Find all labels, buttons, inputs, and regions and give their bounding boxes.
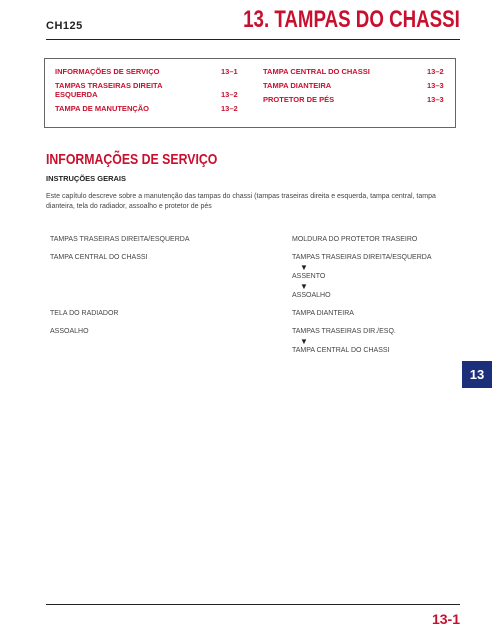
order-item-left: ASSOALHO	[50, 328, 89, 335]
footer-rule	[46, 604, 460, 605]
toc-item-label[interactable]: INFORMAÇÕES DE SERVIÇO	[55, 67, 160, 76]
section-subheading: INSTRUÇÕES GERAIS	[46, 174, 127, 183]
chapter-title: 13. TAMPAS DO CHASSI	[243, 6, 460, 33]
order-item-right: TAMPA CENTRAL DO CHASSI	[292, 347, 390, 354]
page-number: 13-1	[431, 611, 460, 627]
order-item-right: ASSOALHO	[292, 292, 331, 299]
order-item-left: TELA DO RADIADOR	[50, 310, 119, 317]
toc-item-page: 13–3	[427, 81, 444, 90]
toc-item-label[interactable]: TAMPA DE MANUTENÇÃO	[55, 104, 150, 113]
toc-item-label[interactable]: PROTETOR DE PÉS	[263, 95, 335, 104]
toc-item-page: 13–1	[221, 67, 238, 76]
order-item-left: TAMPA CENTRAL DO CHASSI	[50, 254, 148, 261]
model-label: CH125	[46, 20, 83, 32]
header-rule	[46, 39, 460, 40]
order-item-right: TAMPAS TRASEIRAS DIR./ESQ.	[292, 328, 396, 335]
order-item-right: TAMPA DIANTEIRA	[292, 310, 354, 317]
arrow-down-icon: ▼	[300, 337, 308, 346]
toc-item-label[interactable]: TAMPA DIANTEIRA	[263, 81, 332, 90]
order-item-right: MOLDURA DO PROTETOR TRASEIRO	[292, 236, 418, 243]
table-of-contents	[44, 58, 456, 128]
arrow-down-icon: ▼	[300, 263, 308, 272]
toc-item-page: 13–3	[427, 95, 444, 104]
toc-item-label[interactable]: TAMPA CENTRAL DO CHASSI	[263, 67, 370, 76]
order-item-right: ASSENTO	[292, 273, 326, 280]
toc-item-page: 13–2	[427, 67, 444, 76]
section-heading: INFORMAÇÕES DE SERVIÇO	[46, 151, 218, 168]
toc-item-label[interactable]: TAMPAS TRASEIRAS DIREITA ESQUERDA	[55, 81, 163, 99]
order-item-right: TAMPAS TRASEIRAS DIREITA/ESQUERDA	[292, 254, 432, 261]
order-item-left: TAMPAS TRASEIRAS DIREITA/ESQUERDA	[50, 236, 190, 243]
toc-item-page: 13–2	[221, 104, 238, 113]
chapter-side-tab[interactable]: 13	[462, 361, 492, 388]
intro-paragraph: Este capítulo descreve sobre a manutenção das tampas do chassi (tampas traseiras direita e esquerda, tampa central, tampa dianteira, tela do radiador, assoalho e protetor de pés	[46, 193, 436, 210]
arrow-down-icon: ▼	[300, 282, 308, 291]
toc-item-page: 13–2	[221, 90, 238, 99]
